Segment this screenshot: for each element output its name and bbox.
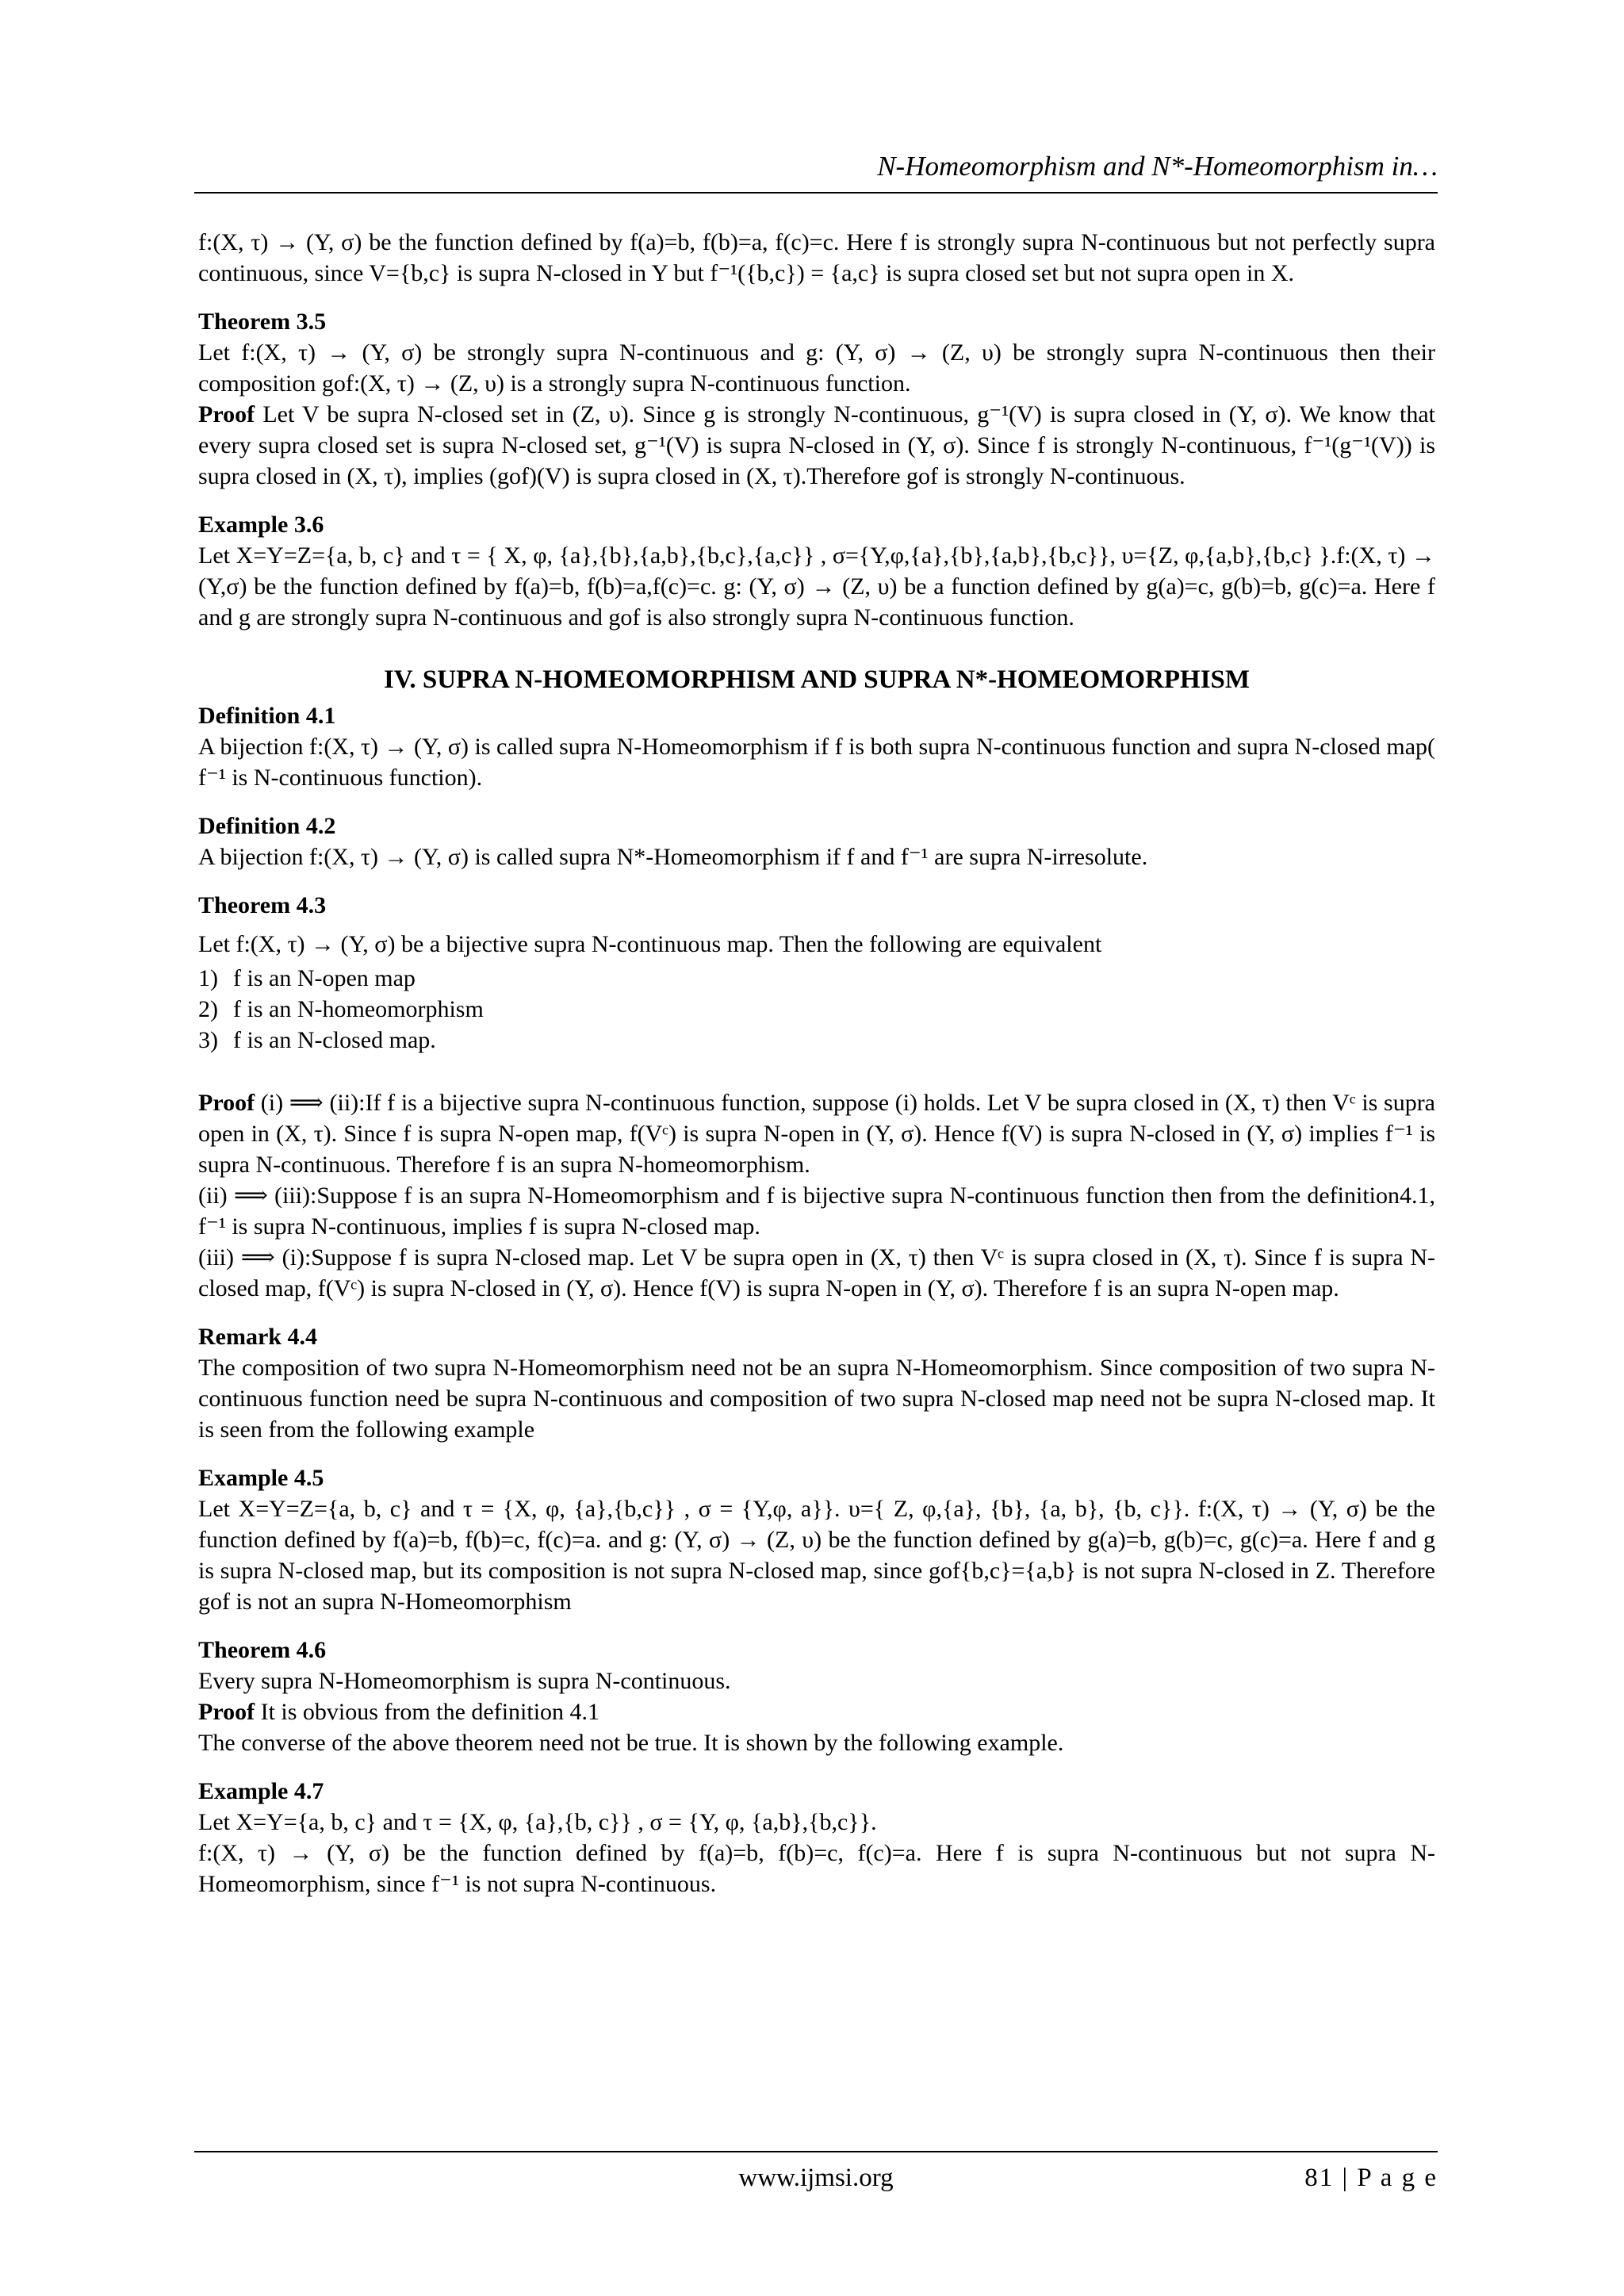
theorem-4-3-list [198, 963, 1435, 1056]
journal-url: www.ijmsi.org [738, 2164, 894, 2192]
remark-4-4-text: The composition of two supra N-Homeomorphism need not be an supra N-Homeomorphism. Since composition of two supra N-continuous function need be supra N-continuous and composition of two supra N-closed map need not be supra N-closed map. It is seen from the following example [198, 1355, 1435, 1443]
proof-text: It is obvious from the definition 4.1 [255, 1699, 600, 1725]
example-4-5-text: Let X=Y=Z={a, b, c} and τ = {X, φ, {a},{b,c}} , σ = {Y,φ, a}}. υ={ Z, φ,{a}, {b}, {a, b}, {b, c}}. f:(X, τ) → (Y, σ) be the function defined by f(a)=b, f(b)=c, f(c)=a. and g: (Y, σ) → (Z, υ) be the function defined by g(a)=b, g(b)=c, g(c)=a. Here f and g is supra N-closed map, but its composition is not supra N-closed map, since gof{b,c}={a,b} is not supra N-closed in Z. Therefore gof is not an supra N-Homeomorphism [198, 1496, 1435, 1615]
example-4-7-line-1: Let X=Y={a, b, c} and τ = {X, φ, {a},{b, c}} , σ = {Y, φ, {a,b},{b,c}}. [198, 1809, 877, 1835]
intro-paragraph: f:(X, τ) → (Y, σ) be the function defined by f(a)=b, f(b)=a, f(c)=c. Here f is strongly supra N-continuous but not perfectly supra continuous, since V={b,c} is supra N-closed in Y but f⁻¹({b,c}) = {a,c} is supra closed set but not supra open in X. [198, 229, 1435, 286]
example-4-5-heading: Example 4.5 [198, 1465, 324, 1491]
theorem-4-6-heading: Theorem 4.6 [198, 1637, 327, 1663]
theorem-4-3-text: Let f:(X, τ) → (Y, σ) be a bijective supra N-continuous map. Then the following are equivalent [198, 931, 1102, 957]
proof-text: Let V be supra N-closed set in (Z, υ). Since g is strongly N-continuous, g⁻¹(V) is supra closed in (Y, σ). We know that every supra closed set is supra N-closed set, g⁻¹(V) is supra N-closed in (Y, σ). Since f is strongly N-continuous, f⁻¹(g⁻¹(V)) is supra closed in (X, τ), implies (gof)(V) is supra closed in (X, τ).Therefore gof is strongly N-continuous. [198, 401, 1435, 489]
section-iv-title: IV. SUPRA N-HOMEOMORPHISM AND SUPRA N*-HOMEOMORPHISM [383, 665, 1251, 694]
theorem-4-6-text: Every supra N-Homeomorphism is supra N-continuous. [198, 1668, 731, 1694]
example-4-7-line-2: f:(X, τ) → (Y, σ) be the function defined by f(a)=b, f(b)=c, f(c)=a. Here f is supra N-continuous but not supra N-Homeomorphism, since f⁻¹ is not supra N-continuous. [198, 1840, 1435, 1897]
definition-4-1-heading: Definition 4.1 [198, 703, 336, 729]
footer-rule [194, 2151, 1438, 2152]
header-rule [194, 192, 1438, 194]
theorem-4-3-proof-part-2: (ii) ⟹ (iii):Suppose f is an supra N-Homeomorphism and f is bijective supra N-continuous function then from the definition4.1, f⁻¹ is supra N-continuous, implies f is supra N-closed map. [198, 1182, 1435, 1240]
remark-4-4-heading: Remark 4.4 [198, 1324, 317, 1350]
theorem-4-3-proof-part-3: (iii) ⟹ (i):Suppose f is supra N-closed map. Let V be supra open in (X, τ) then Vᶜ is supra closed in (X, τ). Since f is supra N-closed map, f(Vᶜ) is supra N-closed in (Y, σ). Hence f(V) is supra N-open in (Y, σ). Therefore f is an supra N-open map. [198, 1244, 1435, 1301]
theorem-4-3-proof [198, 1087, 1435, 1180]
page-content [198, 227, 1435, 1899]
proof-label: Proof [198, 1090, 255, 1116]
list-item: 2) f is an N-homeomorphism [198, 996, 484, 1022]
page-number: 81 | P a g e [1304, 2164, 1438, 2192]
proof-label: Proof [198, 401, 255, 427]
converse-note: The converse of the above theorem need not be true. It is shown by the following example. [198, 1730, 1064, 1756]
example-3-6-heading: Example 3.6 [198, 512, 324, 538]
list-item: 1) f is an N-open map [198, 965, 416, 991]
definition-4-2-heading: Definition 4.2 [198, 813, 336, 839]
theorem-3-5-proof [198, 399, 1435, 492]
definition-4-2-text: A bijection f:(X, τ) → (Y, σ) is called supra N*-Homeomorphism if f and f⁻¹ are supra N-irresolute. [198, 844, 1148, 870]
proof-label: Proof [198, 1699, 255, 1725]
example-4-7-heading: Example 4.7 [198, 1778, 324, 1804]
theorem-4-3-heading: Theorem 4.3 [198, 892, 327, 918]
proof-text: (i) ⟹ (ii):If f is a bijective supra N-continuous function, suppose (i) holds. Let V be supra closed in (X, τ) then Vᶜ is supra open in (X, τ). Since f is supra N-open map, f(Vᶜ) is supra N-open in (Y, σ). Hence f(V) is supra N-closed in (Y, σ) implies f⁻¹ is supra N-continuous. Therefore f is an supra N-homeomorphism. [198, 1090, 1435, 1178]
example-3-6-text: Let X=Y=Z={a, b, c} and τ = { X, φ, {a},{b},{a,b},{b,c},{a,c}} , σ={Y,φ,{a},{b},{a,b},{b,c}}, υ={Z, φ,{a,b},{b,c} }.f:(X, τ) → (Y,σ) be the function defined by f(a)=b, f(b)=a,f(c)=c. g: (Y, σ) → (Z, υ) be a function defined by g(a)=c, g(b)=b, g(c)=a. Here f and g are strongly supra N-continuous and gof is also strongly supra N-continuous function. [198, 542, 1435, 631]
list-item: 3) f is an N-closed map. [198, 1027, 436, 1053]
theorem-4-6-proof [198, 1696, 1435, 1727]
definition-4-1-text: A bijection f:(X, τ) → (Y, σ) is called supra N-Homeomorphism if f is both supra N-continuous function and supra N-closed map( f⁻¹ is N-continuous function). [198, 734, 1435, 791]
running-header: N-Homeomorphism and N*-Homeomorphism in… [877, 151, 1438, 182]
theorem-3-5-text: Let f:(X, τ) → (Y, σ) be strongly supra N-continuous and g: (Y, σ) → (Z, υ) be strongly supra N-continuous then their composition gof:(X, τ) → (Z, υ) is a strongly supra N-continuous function. [198, 339, 1435, 397]
theorem-3-5-heading: Theorem 3.5 [198, 309, 327, 335]
